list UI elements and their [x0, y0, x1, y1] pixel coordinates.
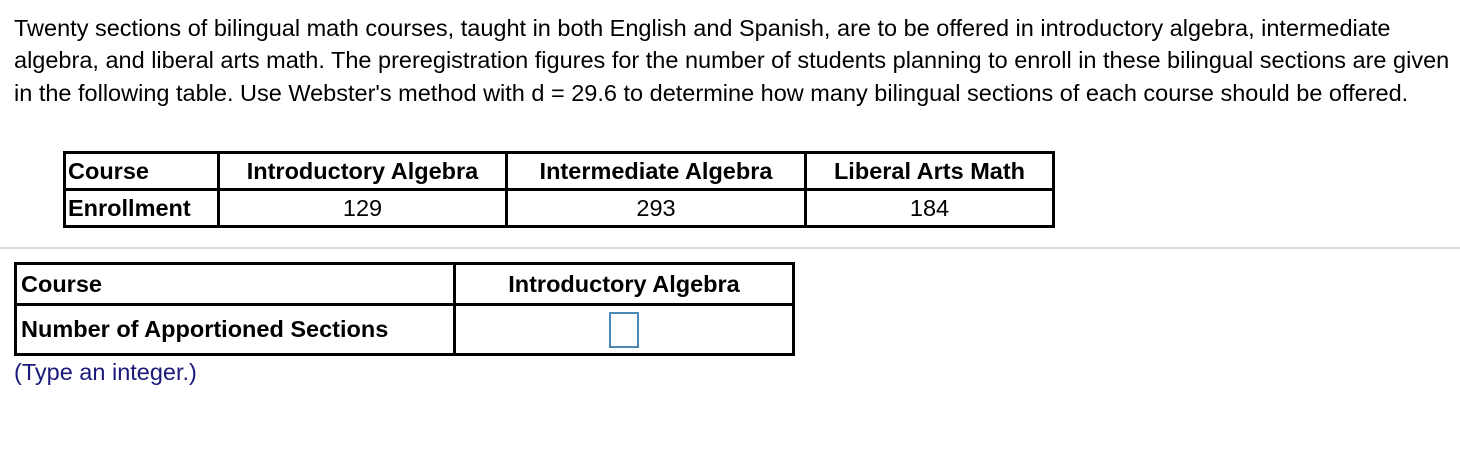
apportioned-sections-label: Number of Apportioned Sections [16, 305, 455, 355]
enrollment-table [63, 151, 1055, 228]
answer-header-row [16, 264, 794, 305]
enrollment-row-label: Enrollment [65, 190, 219, 227]
table-row [65, 190, 1054, 227]
apportioned-sections-input[interactable] [609, 312, 639, 348]
answer-row [16, 305, 794, 355]
problem-statement: Twenty sections of bilingual math courses, taught in both English and Spanish, are to be offered in introductory algebra, intermediate algebra, and liberal arts math. The preregistration figures for the number of students planning to enroll in these bilingual sections are given in the following table. Use Webster's method with d = 29.6 to determine how many bilingual sections of each course should be offered. [14, 15, 1450, 106]
course-intermediate-algebra: Intermediate Algebra [507, 153, 806, 190]
section-divider [0, 247, 1460, 249]
course-header-label: Course [65, 153, 219, 190]
input-hint: (Type an integer.) [14, 359, 197, 385]
answer-course-name: Introductory Algebra [455, 264, 794, 305]
course-introductory-algebra: Introductory Algebra [219, 153, 507, 190]
table-header-row [65, 153, 1054, 190]
course-liberal-arts-math: Liberal Arts Math [806, 153, 1054, 190]
answer-table [14, 262, 795, 356]
answer-course-label: Course [16, 264, 455, 305]
enrollment-introductory-algebra: 129 [219, 190, 507, 227]
enrollment-liberal-arts-math: 184 [806, 190, 1054, 227]
enrollment-intermediate-algebra: 293 [507, 190, 806, 227]
answer-cell [455, 305, 794, 355]
